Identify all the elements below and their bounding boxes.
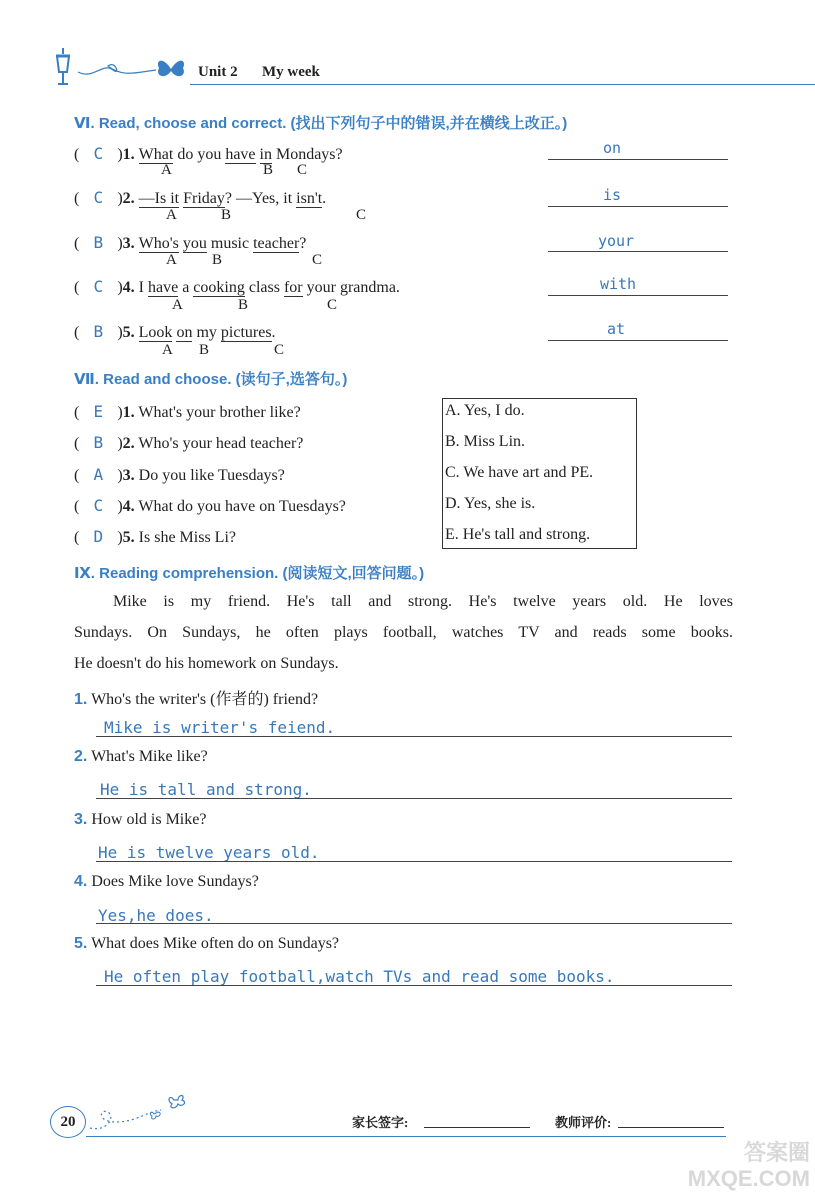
underlined-word-c: in xyxy=(259,146,272,163)
underlined-word-b: have xyxy=(225,146,256,163)
answer-line xyxy=(96,923,732,924)
letter-b: B xyxy=(199,342,210,358)
item-number: 2. xyxy=(122,190,135,207)
letter-a: A xyxy=(166,207,177,223)
letter-b: B xyxy=(212,252,223,268)
passage-line-2: Sundays. On Sundays, he often plays football, watches TV and reads some books. xyxy=(74,624,733,641)
correction-line xyxy=(548,206,728,207)
correction-answer: is xyxy=(602,186,622,204)
answer-line xyxy=(96,861,732,862)
question-number: 2. xyxy=(74,748,88,765)
question-number: 4. xyxy=(74,873,88,890)
letter-c: C xyxy=(297,162,308,178)
answer-letter: A xyxy=(93,465,104,484)
answer-letter: C xyxy=(93,496,104,515)
passage-line-3: He doesn't do his homework on Sundays. xyxy=(74,655,339,672)
correction-line xyxy=(548,340,728,341)
underlined-word-a: Who's xyxy=(138,235,179,252)
answer-line xyxy=(96,798,732,799)
sentence-text: do you xyxy=(177,146,222,163)
question-text: Who's your head teacher? xyxy=(138,435,304,452)
question-number: 1. xyxy=(74,691,88,708)
reading-answer-3: He is twelve years old. xyxy=(98,843,320,862)
answer-options-box xyxy=(442,398,637,549)
section7-question-2: ( B )2. Who's your head teacher? xyxy=(74,433,304,452)
letter-a: A xyxy=(161,162,172,178)
correction-answer: your xyxy=(597,232,635,250)
letter-b: B xyxy=(221,207,232,223)
question-text: Is she Miss Li? xyxy=(138,529,236,546)
parent-sign-label: 家长签字: xyxy=(352,1115,409,1130)
underlined-word-a: have xyxy=(147,279,179,296)
correction-answer: on xyxy=(602,139,622,157)
answer-letter: B xyxy=(93,433,104,452)
correction-line xyxy=(548,251,728,252)
reading-question-1 xyxy=(74,686,318,709)
section7-question-3: ( A )3. Do you like Tuesdays? xyxy=(74,465,285,484)
option-b: B. Miss Lin. xyxy=(445,433,526,450)
sentence-text: my xyxy=(196,324,217,341)
watermark: 答案圈 MXQE.COM xyxy=(687,1140,810,1191)
correction-line xyxy=(548,159,728,160)
answer-letter: B xyxy=(93,322,104,341)
section7-heading: Ⅶ. Read and choose. (读句子,选答句。) xyxy=(74,371,348,388)
underlined-word-c: for xyxy=(283,279,303,296)
underlined-word-c: teacher xyxy=(253,235,300,252)
question-text: How old is Mike? xyxy=(91,811,207,828)
underlined-word-b: Friday xyxy=(183,190,225,207)
section6-item-1: ( C )1. What do you have in Mondays? xyxy=(74,144,343,163)
option-d: D. Yes, she is. xyxy=(445,495,536,512)
section7-question-1: ( E )1. What's your brother like? xyxy=(74,402,301,421)
question-text: What's your brother like? xyxy=(138,404,301,421)
letter-c: C xyxy=(312,252,323,268)
underlined-word-c: pictures xyxy=(220,324,272,341)
teacher-eval-line xyxy=(618,1127,724,1128)
letter-b: B xyxy=(238,297,249,313)
option-e: E. He's tall and strong. xyxy=(445,526,591,543)
question-number: 5. xyxy=(74,935,88,952)
option-c: C. We have art and PE. xyxy=(445,464,594,481)
butterfly-icon xyxy=(155,56,187,82)
question-number: 3. xyxy=(74,811,88,828)
reading-question-2 xyxy=(74,748,208,766)
reading-answer-2: He is tall and strong. xyxy=(100,780,312,799)
question-number: 2. xyxy=(122,435,135,452)
answer-letter: C xyxy=(93,144,104,163)
sentence-text: class xyxy=(248,279,280,296)
section7-question-4: ( C )4. What do you have on Tuesdays? xyxy=(74,496,346,515)
item-number: 3. xyxy=(122,235,135,252)
page-number-badge xyxy=(50,1106,86,1138)
letter-c: C xyxy=(327,297,338,313)
underlined-word-b: you xyxy=(182,235,207,252)
answer-letter: E xyxy=(93,402,104,421)
section6-item-4: ( C )4. I have a cooking class for your grandma. xyxy=(74,277,400,296)
reading-question-4 xyxy=(74,873,259,891)
underlined-word-c: isn't xyxy=(296,190,323,207)
question-text: Who's the writer's (作者的) friend? xyxy=(91,691,319,708)
section7-question-5: ( D )5. Is she Miss Li? xyxy=(74,527,236,546)
underlined-word-b: cooking xyxy=(193,279,245,296)
section6-heading: Ⅵ. Read, choose and correct. (找出下列句子中的错误,并在横线上改正。) xyxy=(74,115,568,132)
letter-a: A xyxy=(172,297,183,313)
sentence-text: your grandma. xyxy=(306,279,400,296)
answer-line xyxy=(96,985,732,986)
underlined-word-a: —Is it xyxy=(138,190,180,207)
header-unit: Unit 2 xyxy=(198,64,238,80)
reading-question-3 xyxy=(74,811,206,829)
lantern-icon xyxy=(48,46,78,88)
question-number: 3. xyxy=(122,467,135,484)
page-number: 20 xyxy=(60,1114,76,1130)
letter-a: A xyxy=(162,342,173,358)
underlined-word-a: Look xyxy=(138,324,173,341)
correction-answer: with xyxy=(599,275,637,293)
passage-line-1: Mike is my friend. He's tall and strong. He's twelve years old. He loves xyxy=(113,593,733,610)
underlined-word-a: What xyxy=(138,146,174,163)
sentence-text: music xyxy=(210,235,250,252)
question-number: 5. xyxy=(122,529,135,546)
header-title: My week xyxy=(262,64,320,80)
reading-answer-5: He often play football,watch TVs and read some books. xyxy=(104,967,615,986)
section9-heading: Ⅸ. Reading comprehension. (阅读短文,回答问题。) xyxy=(74,565,425,582)
sentence-text: I xyxy=(138,279,144,296)
letter-c: C xyxy=(356,207,367,223)
header xyxy=(0,40,815,90)
parent-sign-line xyxy=(424,1127,530,1128)
answer-letter: D xyxy=(93,527,104,546)
question-text: What's Mike like? xyxy=(91,748,208,765)
answer-letter: B xyxy=(93,233,104,252)
question-number: 4. xyxy=(122,498,135,515)
section6-item-2: ( C )2. —Is it Friday? —Yes, it isn't. xyxy=(74,188,327,207)
sentence-text: Mondays? xyxy=(275,146,343,163)
sentence-text: a xyxy=(182,279,190,296)
option-a: A. Yes, I do. xyxy=(445,402,525,419)
footer-rule xyxy=(86,1136,726,1137)
item-number: 5. xyxy=(122,324,135,341)
item-number: 1. xyxy=(122,146,135,163)
section6-item-3: ( B )3. Who's you music teacher? xyxy=(74,233,307,252)
correction-line xyxy=(548,295,728,296)
sentence-text: . xyxy=(322,190,327,207)
dotted-swirl-decoration-icon xyxy=(86,1092,196,1134)
reading-answer-1: Mike is writer's feiend. xyxy=(104,718,336,737)
swirl-decoration-icon xyxy=(78,58,158,80)
answer-letter: C xyxy=(93,277,104,296)
answer-letter: C xyxy=(93,188,104,207)
sentence-text: ? xyxy=(299,235,307,252)
header-rule xyxy=(190,84,815,85)
section6-item-5: ( B )5. Look on my pictures. xyxy=(74,322,276,341)
sentence-text: . xyxy=(271,324,276,341)
letter-a: A xyxy=(166,252,177,268)
teacher-eval-label: 教师评价: xyxy=(555,1115,612,1130)
reading-question-5 xyxy=(74,935,339,953)
answer-line xyxy=(96,736,732,737)
letter-c: C xyxy=(274,342,285,358)
item-number: 4. xyxy=(122,279,135,296)
question-text: What do you have on Tuesdays? xyxy=(138,498,346,515)
correction-answer: at xyxy=(606,320,626,338)
question-text: What does Mike often do on Sundays? xyxy=(91,935,340,952)
sentence-text: ? —Yes, it xyxy=(224,190,293,207)
question-text: Does Mike love Sundays? xyxy=(91,873,259,890)
question-number: 1. xyxy=(122,404,135,421)
letter-b: B xyxy=(263,162,274,178)
underlined-word-b: on xyxy=(176,324,193,341)
question-text: Do you like Tuesdays? xyxy=(138,467,285,484)
reading-answer-4: Yes,he does. xyxy=(98,906,214,925)
